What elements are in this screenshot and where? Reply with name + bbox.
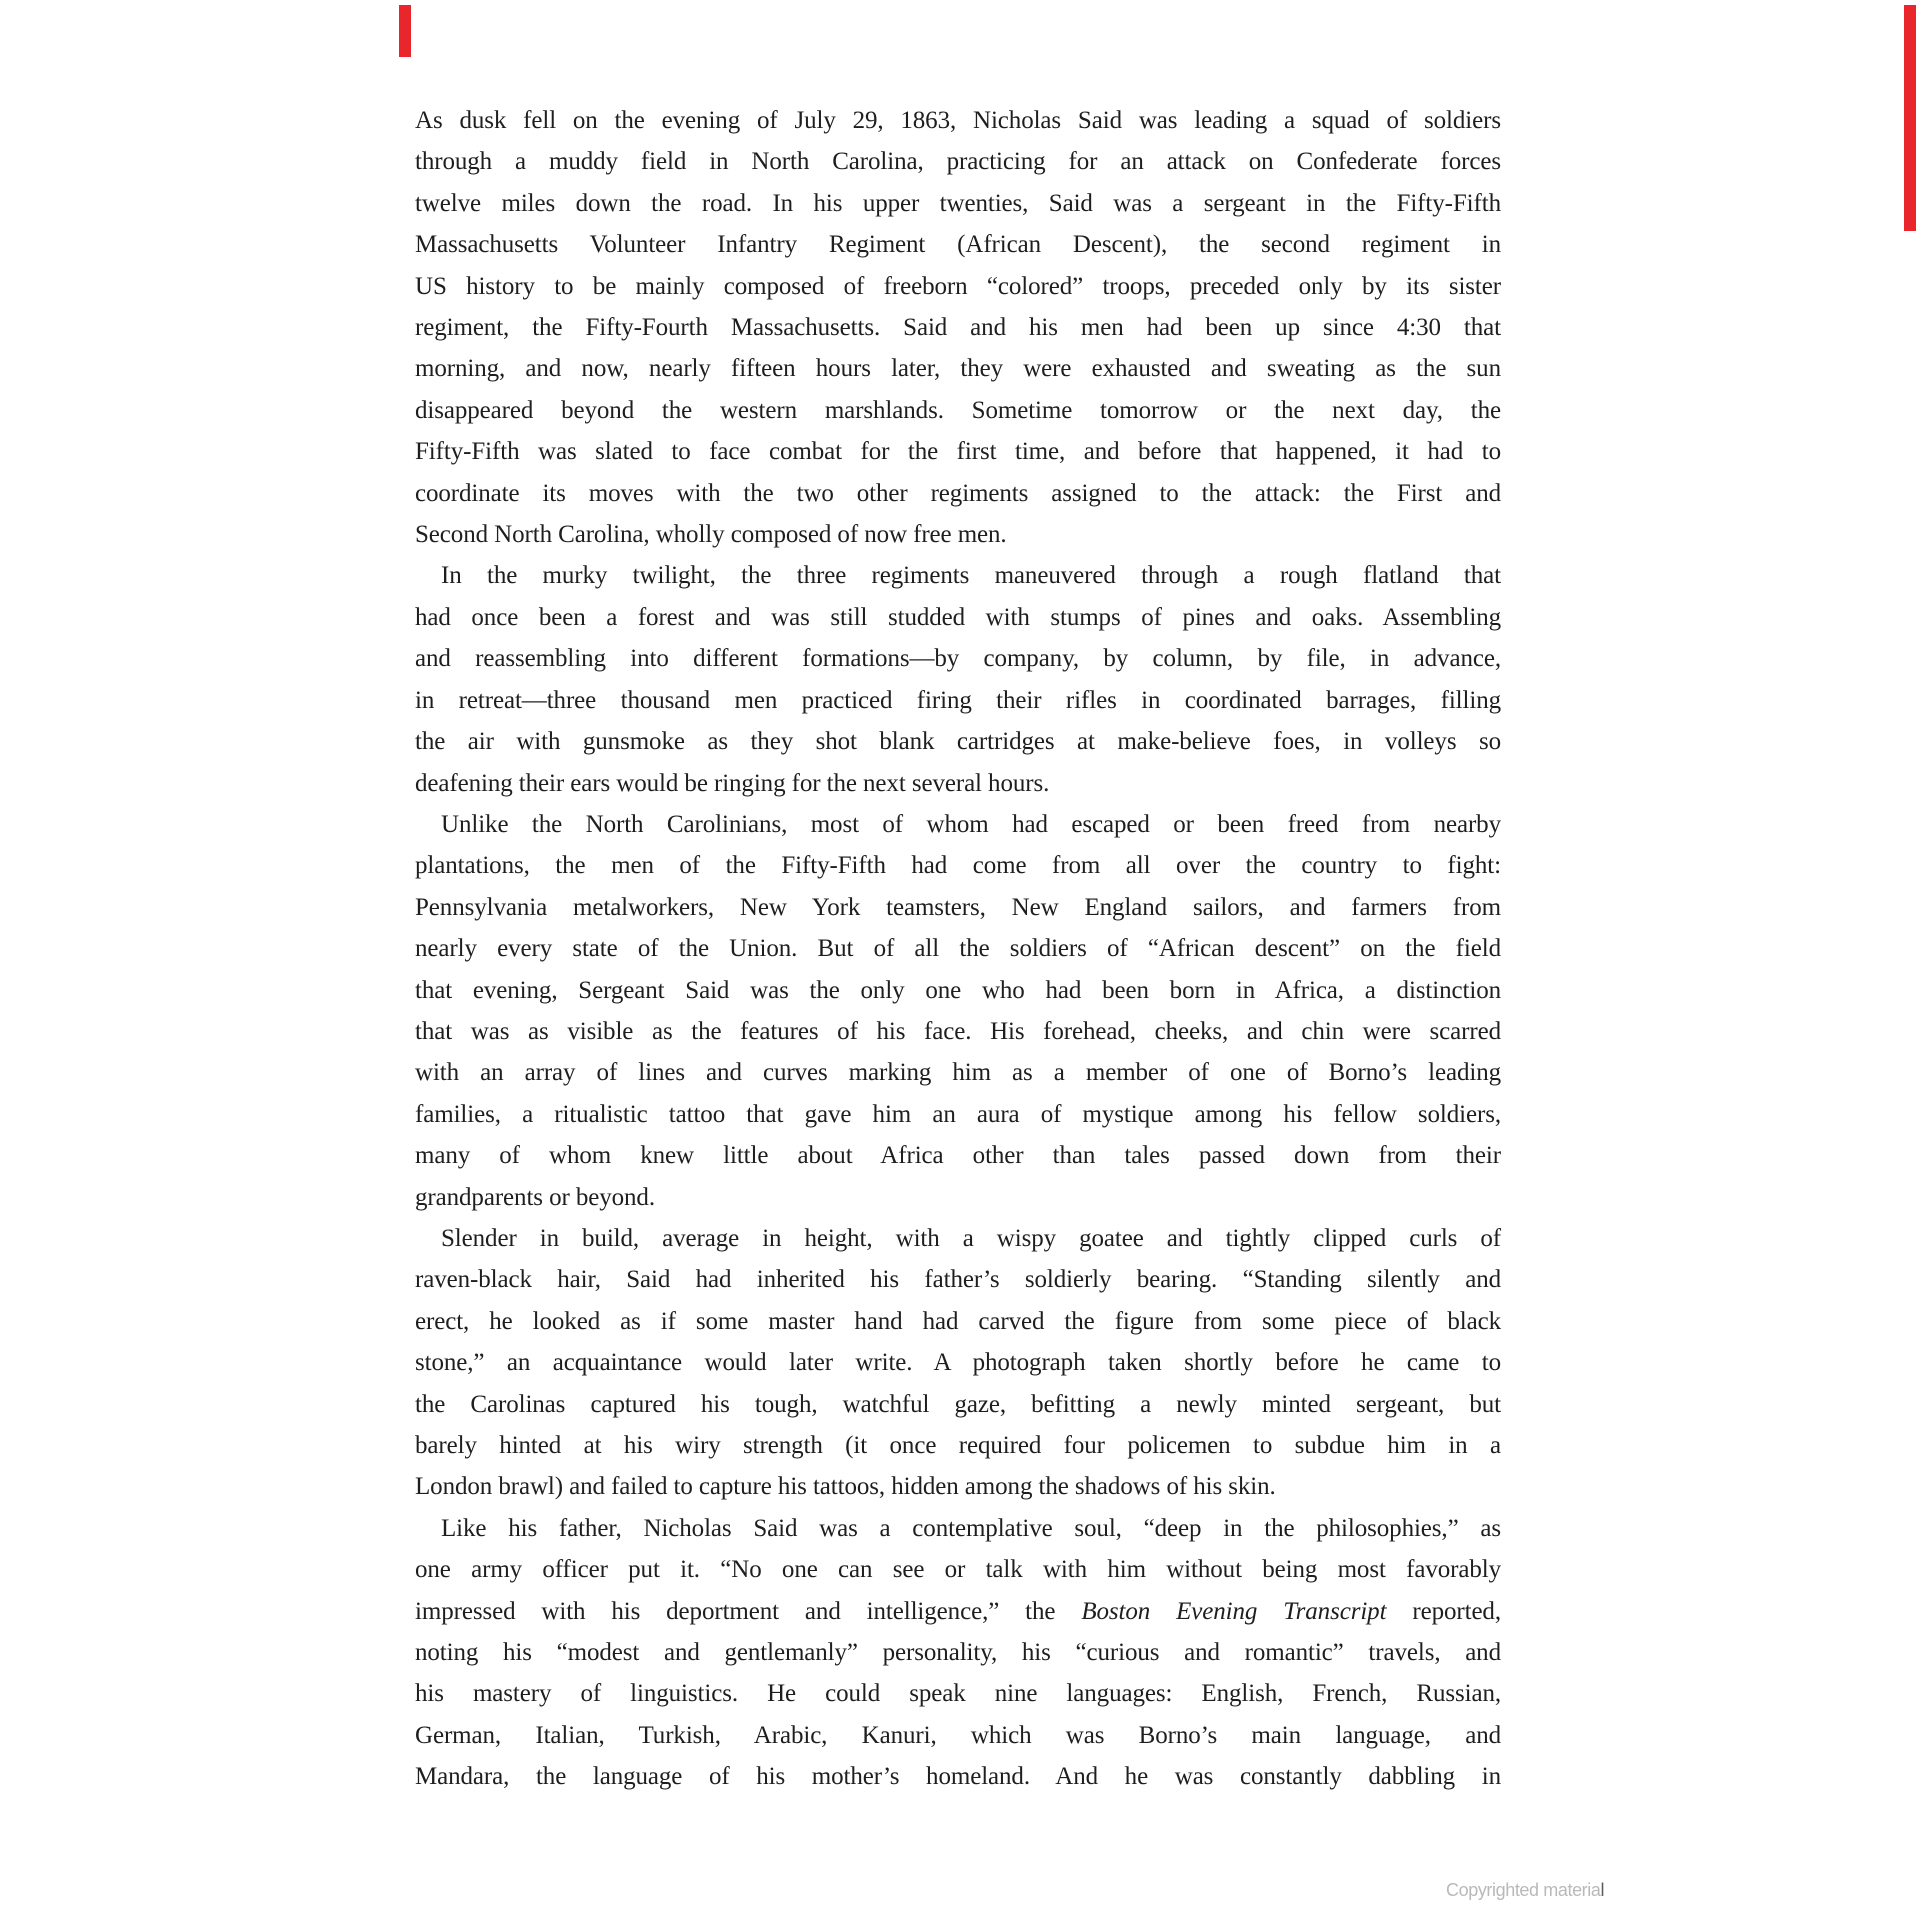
text-line: As dusk fell on the evening of July 29, 1863, Nicholas Said was leading a squad of soldiers [415,107,1501,134]
copyright-watermark-text: Copyrighted materia [1446,1880,1601,1900]
text-line: barely hinted at his wiry strength (it once required four policemen to subdue him in a [415,1432,1501,1459]
text-line: Fifty-Fifth was slated to face combat for the first time, and before that happened, it had to [415,438,1501,466]
text-line: deafening their ears would be ringing for the next several hours. [415,769,1050,797]
text-line: nearly every state of the Union. But of all the soldiers of “African descent” on the field [415,935,1501,963]
text-line: had once been a forest and was still studded with stumps of pines and oaks. Assembling [415,603,1501,631]
text-line: erect, he looked as if some master hand had carved the figure from some piece of black [415,1307,1501,1335]
text-line: families, a ritualistic tattoo that gave him an aura of mystique among his fellow soldiers, [415,1100,1501,1128]
text-line: and reassembling into different formations—by company, by column, by file, in advance, [415,645,1501,673]
text-line: many of whom knew little about Africa other than tales passed down from their [415,1142,1501,1170]
text-line: through a muddy field in North Carolina, practicing for an attack on Confederate forces [415,148,1501,176]
text-line: twelve miles down the road. In his upper twenties, Said was a sergeant in the Fifty-Fifth [415,189,1501,217]
text-line: that evening, Sergeant Said was the only one who had been born in Africa, a distinction [415,976,1501,1004]
text-line: London brawl) and failed to capture his tattoos, hidden among the shadows of his skin. [415,1473,1276,1501]
text-line: stone,” an acquaintance would later write. A photograph taken shortly before he came to [415,1349,1501,1377]
text-line: Slender in build, average in height, with a wispy goatee and tightly clipped curls of [441,1224,1501,1252]
text-line: morning, and now, nearly fifteen hours later, they were exhausted and sweating as the sun [415,355,1501,383]
text-line: with an array of lines and curves marking him as a member of one of Borno’s leading [415,1059,1501,1087]
copyright-watermark-tail: l [1600,1880,1605,1900]
text-line: Massachusetts Volunteer Infantry Regiment (African Descent), the second regiment in [415,231,1501,259]
text-line: German, Italian, Turkish, Arabic, Kanuri, which was Borno’s main language, and [415,1721,1501,1749]
scan-artifact-right-bar [1904,5,1916,231]
text-line: his mastery of linguistics. He could speak nine languages: English, French, Russian, [415,1680,1501,1708]
text-line: grandparents or beyond. [415,1183,655,1211]
text-line: the Carolinas captured his tough, watchful gaze, befitting a newly minted sergeant, but [415,1390,1501,1418]
text-line: raven-black hair, Said had inherited his father’s soldierly bearing. “Standing silently and [415,1266,1501,1294]
text-line: plantations, the men of the Fifty-Fifth had come from all over the country to fight: [415,852,1501,880]
text-line: regiment, the Fifty-Fourth Massachusetts. Said and his men had been up since 4:30 that [415,314,1501,342]
scan-artifact-left-bar [399,5,411,57]
text-line: Unlike the North Carolinians, most of whom had escaped or been freed from nearby [441,810,1501,838]
text-line: one army officer put it. “No one can see or talk with him without being most favorably [415,1556,1501,1584]
text-line: US history to be mainly composed of freeborn “colored” troops, preceded only by its sister [415,272,1501,300]
text-line: Pennsylvania metalworkers, New York teamsters, New England sailors, and farmers from [415,893,1501,921]
text-line: Like his father, Nicholas Said was a contemplative soul, “deep in the philosophies,” as [441,1514,1501,1542]
text-line: that was as visible as the features of his face. His forehead, cheeks, and chin were scarred [415,1017,1501,1045]
text-line: coordinate its moves with the two other regiments assigned to the attack: the First and [415,479,1501,507]
copyright-watermark [1446,1879,1604,1901]
text-line: impressed with his deportment and intelligence,” the Boston Evening Transcript reported, [415,1597,1501,1625]
text-line: In the murky twilight, the three regiments maneuvered through a rough flatland that [441,562,1501,590]
text-line: disappeared beyond the western marshlands. Sometime tomorrow or the next day, the [415,396,1501,424]
text-line: noting his “modest and gentlemanly” personality, his “curious and romantic” travels, and [415,1639,1501,1667]
text-line: Mandara, the language of his mother’s homeland. And he was constantly dabbling in [415,1763,1501,1791]
text-line: the air with gunsmoke as they shot blank cartridges at make-believe foes, in volleys so [415,728,1501,756]
page-text [415,100,1501,1798]
text-line: in retreat—three thousand men practiced firing their rifles in coordinated barrages, filling [415,686,1501,714]
text-line: Second North Carolina, wholly composed of now free men. [415,521,1007,549]
